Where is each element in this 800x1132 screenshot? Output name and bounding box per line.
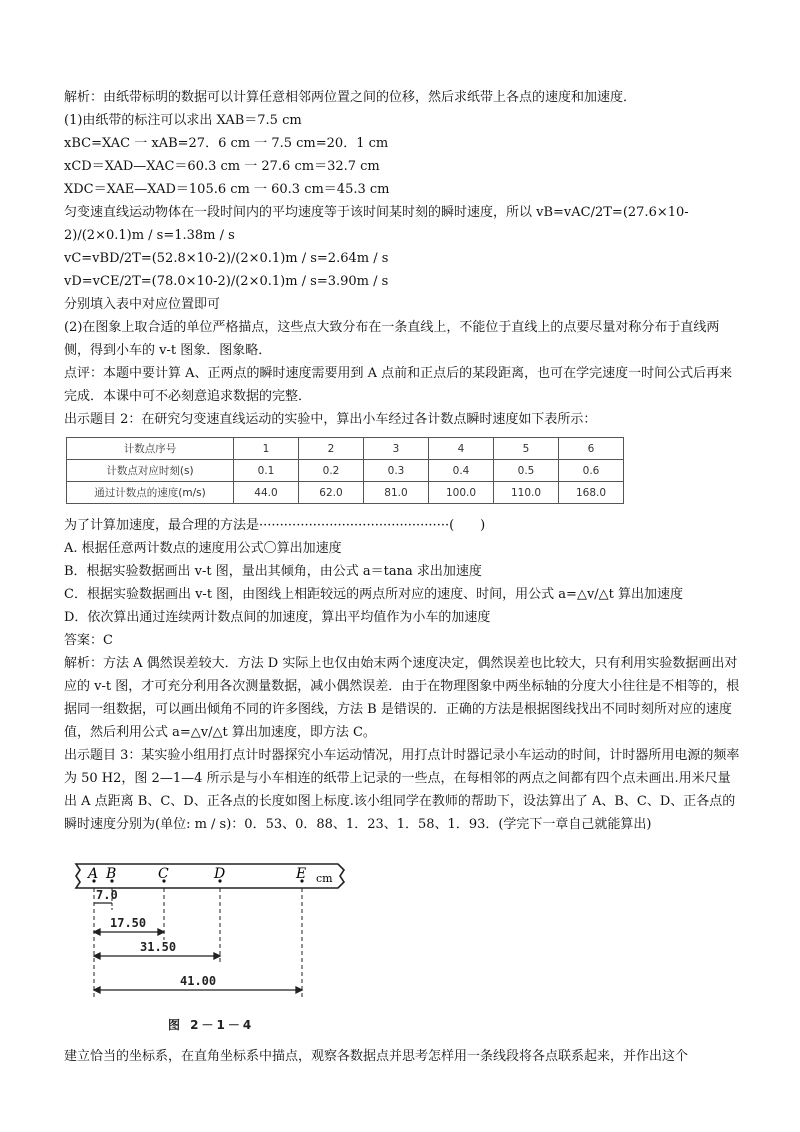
figure-caption: 图 2－1－4: [168, 1018, 255, 1032]
point-label: D: [214, 866, 226, 882]
option-a: A. 根据任意两计数点的速度用公式〇算出加速度: [64, 541, 342, 556]
table-cell: 0.2: [299, 460, 364, 482]
dimension-label: 41.00: [180, 974, 217, 988]
document-page: [64, 86, 740, 1068]
table-row: [67, 438, 624, 460]
table-cell: 0.4: [429, 460, 494, 482]
table-row: [67, 482, 624, 504]
point-label: C: [158, 866, 169, 882]
row-header: 计数点序号: [67, 438, 234, 460]
paragraph: XDC＝XAE—XAD＝105.6 cm 一 60.3 cm＝45.3 cm: [64, 182, 390, 197]
dimension-label: 31.50: [140, 940, 177, 954]
analysis: 解析：方法 A 偶然误差较大．方法 D 实际上也仅由始末两个速度决定，偶然误差也比较大，只有利用实验数据画出对应的 v-t 图，才可充分利用各次测量数据，减小偶然误差．由于在物理图象中两坐标轴的分度大小往往是不相等的，根据同一组数据，可以画出倾角不同的许多图线，方法 B 是错误的．正确的方法是根据图线找出不同时刻所对应的速度值，然后利用公式 a=△v/△t 算出加速度，即方法 C。: [64, 656, 740, 740]
question-2-heading: 出示题目 2：在研究匀变速直线运动的实验中，算出小车经过各计数点瞬时速度如下表所示：: [64, 412, 597, 427]
table-cell: 0.5: [494, 460, 559, 482]
dimension-label: 17.50: [110, 916, 147, 930]
paragraph: 分别填入表中对应位置即可: [64, 297, 221, 312]
option-d: D．依次算出通过连续两计数点间的加速度，算出平均值作为小车的加速度: [64, 610, 491, 625]
point-label: A: [88, 866, 99, 882]
paragraph: xCD＝XAD—XAC＝60.3 cm 一 27.6 cm＝32.7 cm: [64, 159, 380, 174]
paragraph: (2)在图象上取合适的单位严格描点，这些点大致分布在一条直线上，不能位于直线上的点要尽量对称分布于直线两侧，得到小车的 v-t 图象．图象略．: [64, 320, 720, 358]
option-b: B．根据实验数据画出 v-t 图，量出其倾角，由公式 a＝tanа 求出加速度: [64, 564, 482, 579]
table-cell: 2: [299, 438, 364, 460]
table-cell: 44.0: [234, 482, 299, 504]
paragraph: xBC=XAC 一 xAB=27．6 cm 一 7.5 cm=20．1 cm: [64, 136, 389, 151]
unit-label: cm: [316, 872, 333, 885]
table-cell: 6: [559, 438, 624, 460]
paragraph: vD=vCE/2T=(78.0×10-2)/(2×0.1)m / s=3.90m / s: [64, 274, 389, 289]
table-cell: 168.0: [559, 482, 624, 504]
question-3: 出示题目 3：某实验小组用打点计时器探究小车运动情况，用打点计时器记录小车运动的时间，计时器所用电源的频率为 50 H2，图 2—1—4 所示是与小车相连的纸带上记录的一些点，在每相邻的两点之间都有四个点未画出.用米尺量出 A 点距离 B、C、D、正各点的长度如图上标度.该小组同学在教师的帮助下，设法算出了 A、B、C、D、正各点的瞬时速度分别为(单位: m / s)：0．53、0．88、1．23、1．58、1．93．(学完下一章自己就能算出): [64, 748, 740, 832]
question-section: [64, 514, 740, 836]
question-stem: 为了计算加速度，最合理的方法是··············································( ): [64, 518, 486, 533]
row-header: 通过计数点的速度(m/s): [67, 482, 234, 504]
paragraph: 解析：由纸带标明的数据可以计算任意相邻两位置之间的位移，然后求纸带上各点的速度和加速度．: [64, 90, 637, 105]
table-cell: 110.0: [494, 482, 559, 504]
table-cell: 62.0: [299, 482, 364, 504]
row-header: 计数点对应时刻(s): [67, 460, 234, 482]
option-c: C．根据实验数据画出 v-t 图，由图线上相距较远的两点所对应的速度、时间，用公式 a=△v/△t 算出加速度: [64, 587, 684, 602]
table-cell: 100.0: [429, 482, 494, 504]
point-label: B: [106, 866, 117, 882]
table-cell: 1: [234, 438, 299, 460]
table-cell: 4: [429, 438, 494, 460]
table-cell: 0.1: [234, 460, 299, 482]
paragraph: 建立恰当的坐标系，在直角坐标系中描点，观察各数据点并思考怎样用一条线段将各点联系起来，并作出这个: [64, 1049, 689, 1064]
paragraph: vC=vBD/2T=(52.8×10-2)/(2×0.1)m / s=2.64m / s: [64, 251, 389, 266]
dimension-label: 7.0: [96, 888, 118, 902]
tape-figure: [68, 848, 398, 1016]
table-cell: 3: [364, 438, 429, 460]
table-row: [67, 460, 624, 482]
table-cell: 0.3: [364, 460, 429, 482]
table-cell: 0.6: [559, 460, 624, 482]
table-cell: 5: [494, 438, 559, 460]
point-label: E: [296, 866, 307, 882]
tape-diagram: [68, 848, 398, 1016]
solution-section: [64, 86, 740, 431]
paragraph: 匀变速直线运动物体在一段时间内的平均速度等于该时间某时刻的瞬时速度，所以 vB=vAC/2T=(27.6×10-2)/(2×0.1)m / s=1.38m / s: [64, 205, 689, 243]
velocity-table: [66, 437, 624, 504]
paragraph: 点评：本题中要计算 A、正两点的瞬时速度需要用到 A 点前和正点后的某段距离，也可在学完速度一时间公式后再来完成．本课中可不必刻意追求数据的完整．: [64, 366, 733, 404]
table-cell: 81.0: [364, 482, 429, 504]
paragraph: (1)由纸带的标注可以求出 XAB＝7.5 cm: [64, 113, 302, 128]
answer: 答案：C: [64, 633, 113, 648]
